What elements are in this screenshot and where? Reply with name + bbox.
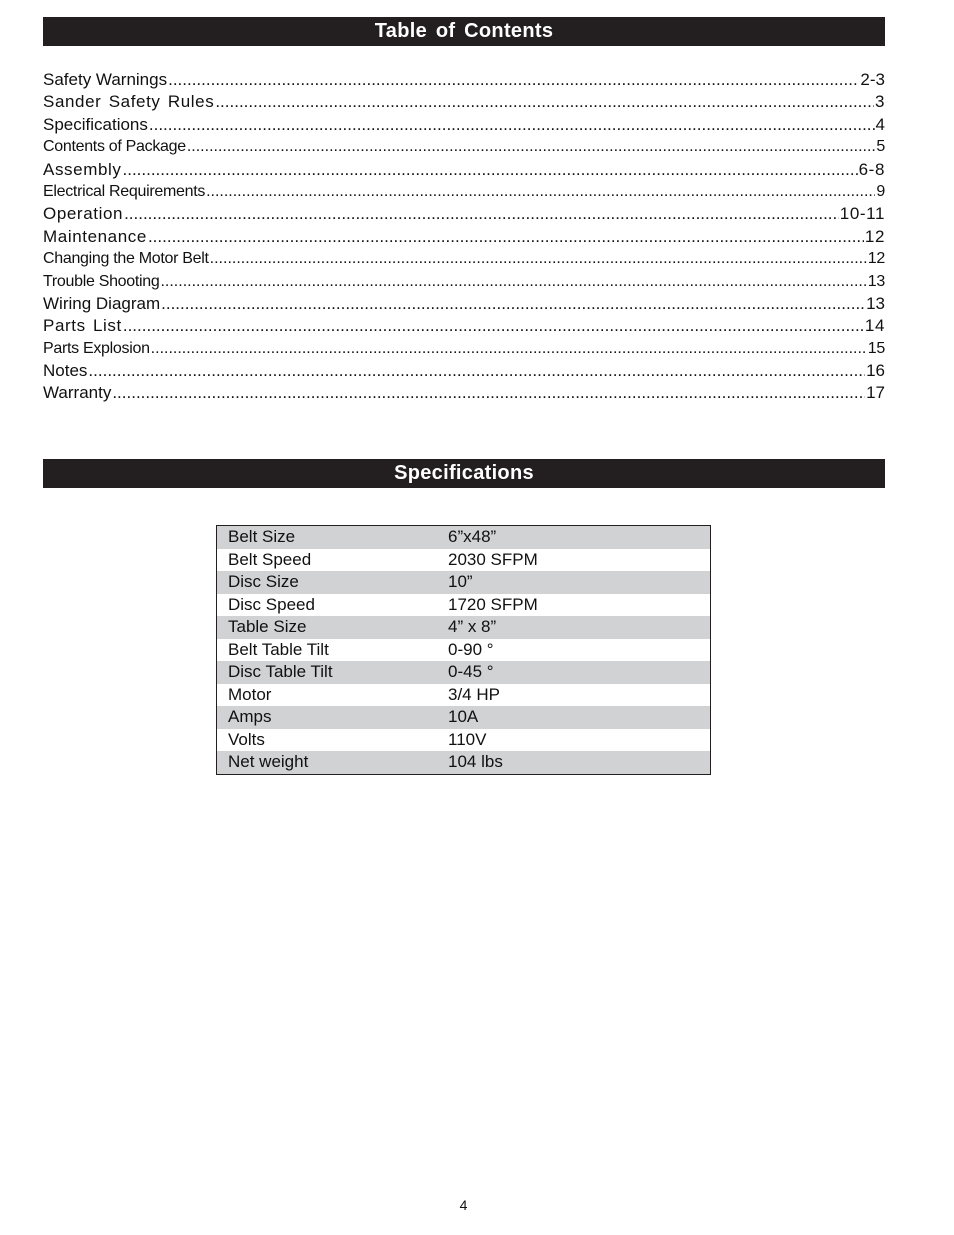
spec-value: 3/4 HP <box>448 684 500 704</box>
table-row <box>217 549 711 572</box>
spec-name: Disc Speed <box>228 594 315 614</box>
toc-entry-page: 2-3 <box>860 70 885 89</box>
toc-entry-page: 17 <box>866 383 885 403</box>
toc-dot-leader <box>161 293 865 315</box>
spec-name: Motor <box>228 684 272 704</box>
toc-dot-leader <box>168 69 859 91</box>
toc-entry-page: 5 <box>876 138 885 156</box>
specifications-heading: Specifications <box>43 459 885 488</box>
toc-dot-leader <box>210 248 867 270</box>
toc-entry-label: Parts Explosion <box>43 339 150 357</box>
table-row <box>217 594 711 617</box>
toc-entry-contents-of-package[interactable] <box>43 136 885 158</box>
toc-entry-page: 12 <box>867 250 885 268</box>
toc-entry-specifications[interactable] <box>43 114 885 136</box>
toc-entry-label: Assembly <box>43 159 122 179</box>
toc-entry-label: Specifications <box>43 114 148 134</box>
toc-entry-label: Contents of Package <box>43 138 186 156</box>
toc-entry-label: Warranty <box>43 383 112 403</box>
table-row <box>217 526 711 549</box>
toc-dot-leader <box>123 159 858 181</box>
toc-entry-label: Parts List <box>43 316 122 336</box>
spec-value: 2030 SFPM <box>448 549 538 569</box>
toc-entry-page: 3 <box>874 92 885 112</box>
toc-entry-label: Electrical Requirements <box>43 182 206 200</box>
toc-entry-parts-list[interactable] <box>43 315 885 337</box>
spec-value: 0-45 ° <box>448 661 711 684</box>
toc-entry-label: Safety Warnings <box>43 70 168 89</box>
toc-dot-leader <box>160 271 866 293</box>
toc-entry-electrical-requirements[interactable] <box>43 181 885 203</box>
spec-name: Amps <box>217 706 449 729</box>
table-row <box>217 684 711 707</box>
toc-dot-leader <box>149 114 875 136</box>
toc-entry-wiring-diagram[interactable] <box>43 293 885 315</box>
toc-dot-leader <box>151 338 867 360</box>
table-row <box>217 751 711 774</box>
toc-entry-parts-explosion[interactable] <box>43 338 885 360</box>
specifications-table <box>216 525 711 775</box>
spec-name: Table Size <box>217 616 449 639</box>
toc-entry-safety-warnings[interactable] <box>43 69 885 91</box>
toc-entry-label: Wiring Diagram <box>43 293 161 313</box>
table-row <box>217 729 711 752</box>
spec-name: Belt Speed <box>228 549 312 569</box>
toc-dot-leader <box>187 136 876 158</box>
toc-dot-leader <box>148 226 864 248</box>
toc-entry-label: Notes <box>43 361 88 381</box>
toc-entry-page: 10-11 <box>839 204 885 224</box>
spec-name: Disc Table Tilt <box>217 661 449 684</box>
toc-entry-page: 4 <box>875 114 885 134</box>
table-row <box>217 616 711 639</box>
table-row <box>217 639 711 662</box>
toc-entry-sander-safety-rules[interactable] <box>43 91 885 113</box>
toc-entry-label: Sander Safety Rules <box>43 92 215 112</box>
toc-dot-leader <box>124 203 839 225</box>
toc-dot-leader <box>123 315 864 337</box>
toc-entry-page: 12 <box>864 226 885 246</box>
spec-name: Belt Table Tilt <box>228 639 329 659</box>
toc-dot-leader <box>112 382 865 404</box>
toc-dot-leader <box>206 181 875 203</box>
spec-name: Volts <box>228 729 265 749</box>
spec-value: 6”x48” <box>448 526 711 549</box>
toc-entry-page: 14 <box>864 316 885 336</box>
spec-name: Net weight <box>217 751 449 774</box>
page-number: 4 <box>459 1197 468 1213</box>
spec-value: 1720 SFPM <box>448 594 538 614</box>
toc-list <box>43 69 885 405</box>
toc-entry-warranty[interactable] <box>43 382 885 404</box>
toc-entry-assembly[interactable] <box>43 159 885 181</box>
toc-entry-page: 13 <box>867 272 885 290</box>
toc-entry-operation[interactable] <box>43 203 885 225</box>
toc-entry-label: Trouble Shooting <box>43 272 160 290</box>
toc-entry-page: 9 <box>876 182 885 200</box>
toc-entry-label: Changing the Motor Belt <box>43 250 209 268</box>
toc-dot-leader <box>215 91 874 113</box>
toc-entry-label: Operation <box>43 204 124 224</box>
toc-dot-leader <box>88 360 865 382</box>
toc-heading: Table of Contents <box>43 17 885 46</box>
spec-value: 10” <box>448 571 711 594</box>
toc-entry-changing-the-motor-belt[interactable] <box>43 248 885 270</box>
toc-entry-page: 15 <box>867 339 885 357</box>
spec-value: 10A <box>448 706 711 729</box>
spec-value: 110V <box>448 729 487 749</box>
toc-entry-page: 16 <box>866 361 885 381</box>
spec-name: Disc Size <box>217 571 449 594</box>
toc-entry-page: 6-8 <box>858 159 885 179</box>
toc-entry-notes[interactable] <box>43 360 885 382</box>
table-row <box>217 706 711 729</box>
spec-name: Belt Size <box>217 526 449 549</box>
toc-entry-label: Maintenance <box>43 226 147 246</box>
table-row <box>217 661 711 684</box>
toc-entry-trouble-shooting[interactable] <box>43 271 885 293</box>
toc-entry-maintenance[interactable] <box>43 226 885 248</box>
spec-value: 4” x 8” <box>448 616 711 639</box>
spec-value: 104 lbs <box>448 751 711 774</box>
table-row <box>217 571 711 594</box>
toc-entry-page: 13 <box>866 293 885 313</box>
spec-value: 0-90 ° <box>448 639 494 659</box>
